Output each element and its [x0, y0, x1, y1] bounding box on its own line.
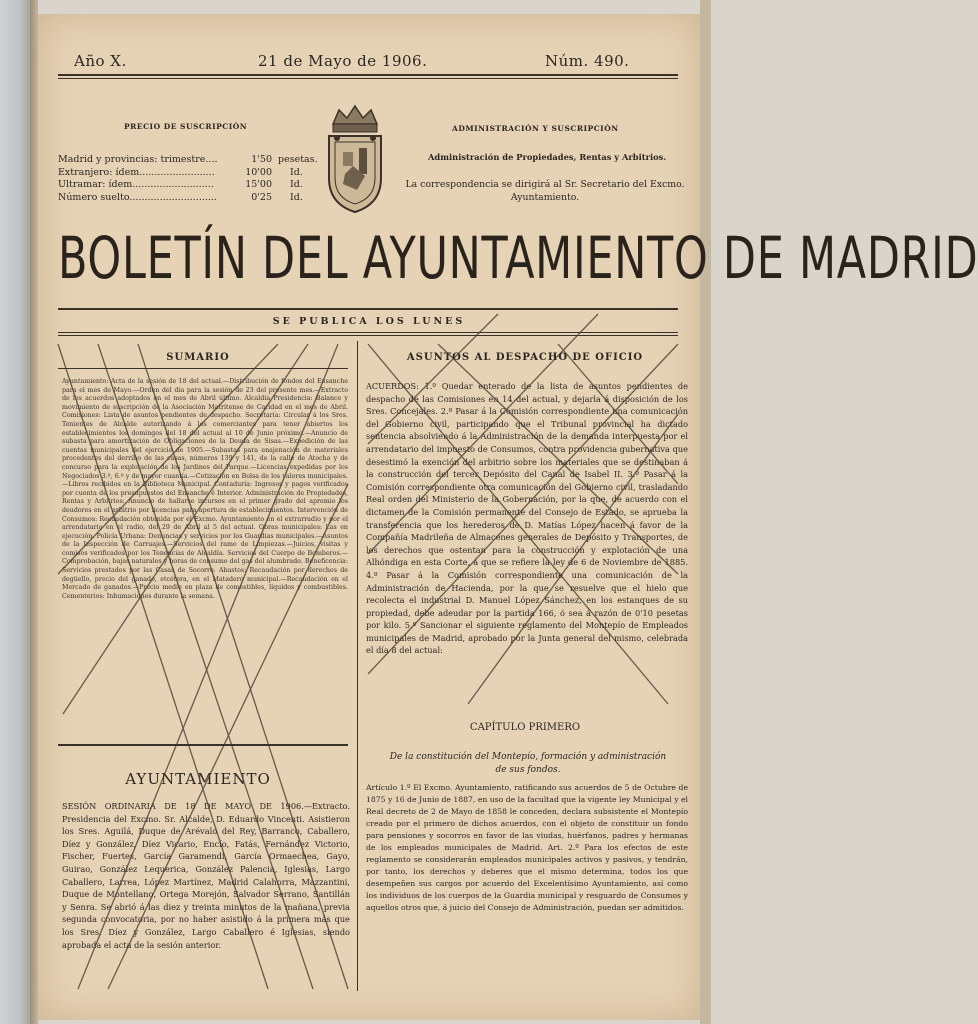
subscription-row: Extranjero: ídem......................... 10'00 Id.: [58, 166, 303, 178]
cancellation-marks: [38, 14, 700, 1020]
newspaper-page: [38, 14, 978, 1020]
sumario-title: SUMARIO: [166, 352, 230, 363]
capitulo-title: CAPÍTULO PRIMERO: [469, 722, 581, 733]
issue-number: Núm. 490.: [545, 52, 630, 70]
ayuntamiento-text: SESIÓN ORDINARIA DE 18 DE MAYO DE 1906.—Extracto. Presidencia del Excmo. Sr. Alcalde, D. Eduardo Vincenti. Asistieron los Sres. Aguilá, Duque de Arévalo del Rey, Barranco, Caballero, Díez y González, Díez Vicario, Encío, Fatás, Fernández Victorio, Fischer, Fuertes, García Garamendi, García Ormaechea, Gayo, Guirao, González Lequerica, González Palencia, Iglesias, Largo Caballero, Larrea, López Martínez, Madrid Calahorra, Mazzantini, Duque de Montellano, Ortega Morejón, Salvador Serrano, Santillán y Senra. Se abrió á las diez y treinta minutos de la mañana, previa segunda convocatoria, por no haber asistido á la primera más que los Sres. Díez y González, Largo Caballero é Iglesias, siendo aprobada el acta de la sesión anterior.: [62, 801, 350, 950]
subscription-row: Número suelto............................. 0'25 Id.: [58, 191, 303, 203]
subscription-row: Ultramar: ídem........................... 15'00 Id.: [58, 179, 303, 190]
masthead-title: BOLETÍN DEL AYUNTAMIENTO DE MADRID: [58, 224, 978, 292]
sumario-text: Ayuntamiento: Acta de la sesión de 18 del actual.—Distribución de fondos del Ensanche para el mes de Mayo.—Orden del día para la sesión de 23 del presente mes.—Extracto de los acuerdos adoptados en el mes de Abril último. Alcaldía Presidencia: Balance y movimiento de suscripción de la Asociación Matritense de Caridad en el mes de Abril. Comisiones: Lista de asuntos pendientes de despacho. Secretaría: Circular á los Sres. Tenientes de Alcalde autorizando á los comerciantes para tener abiertos los establecimientos los domingos del 18 del actual al 10 de Junio próximo.—Anuncio de subasta para amortización de Obligaciones de la Deuda de Sisas.—Expedición de las cuentas municipales del ejercicio de 1905.—Subastas para enajenación de materiales procedentes del derribo de las casas, números 139 y 141, de la calle de Atocha y de concurso para la explotación de los Jardines del Parque.—Licencias expedidas por los Negociados 3.º, 6.º y de mayor cuantía.—Cotización en Bolsa de los valores municipales.—Libros recibidos en la Biblioteca Municipal. Contaduría: Ingresos y pagos verificados por cuenta de los presupuestos del Ensanche é Interior. Administración de Propiedades, Rentas y Arbitrios: Anuncio de hallarse incursos en el primer grado del apremio los deudores en el arbitrio por licencias para apertura de establecimientos. Intervención de Consumos: Recaudación obtenida por el Excmo. Ayuntamiento en el extrarradio y por el arrendatario en el radio, del 29 de Abril al 5 del actual. Obras municipales: Las en ejecución. Policía Urbana: Denuncias y servicios por los Guardias municipales.—Asuntos de la Inspección de Carruajes.—Servicios del ramo de Limpiezas.—Juicios, visitas y comisos verificados por los Tenencias de Alcaldía. Servicios del Cuerpo de Bomberos.—Comprobación, bajas naturales y horas de consumo del gas del alumbrado. Beneficencia: Servicios prestados por las Casas de Socorro. Abastos: Recaudación por derechos de degüello, precio del ganado, etcétera, en el Matadero municipal.—Recaudación en el Mercado de ganados.—Precio medio en plaza de comestibles, líquidos y combustibles. Cementerios: Inhumaciones durante la semana.: [62, 378, 348, 600]
ayuntamiento-title: AYUNTAMIENTO: [125, 770, 271, 788]
date-label: 21 de Mayo de 1906.: [258, 52, 428, 70]
right-edge: [700, 0, 711, 1024]
subscription-row: Madrid y provincias: trimestre.... 1'50 pesetas.: [58, 154, 318, 165]
administration-note: La correspondencia se dirigirá al Sr. Secretario del Excmo. Ayuntamiento.: [405, 179, 685, 203]
asuntos-title: ASUNTOS AL DESPACHO DE OFICIO: [406, 352, 644, 363]
tagline: SE PUBLICA LOS LUNES: [272, 316, 466, 327]
subscription-title: PRECIO DE SUSCRIPCIÓN: [124, 122, 248, 131]
capitulo-subtitle: De la constitución del Montepío, formación y administración de sus fondos.: [389, 752, 667, 775]
capitulo-text: Artículo 1.º El Excmo. Ayuntamiento, ratificando sus acuerdos de 5 de Octubre de 1875 y 16 de Junio de 1887, en uso de la facultad que la vigente ley Municipal y el Real decreto de 2 de Mayo de 1858 le conceden, declara subsistente el Montepío creado por el primero de dichos acuerdos, con el objeto de constituir un fondo para pensiones y socorros en favor de las viudas, huérfanos, padres y hermanas de los empleados municipales de Madrid. Art. 2.º Para los efectos de este reglamento se considerarán empleados municipales activos y pasivos, y tendrán, por tanto, los derechos y deberes que el mismo determina, todos los que desempeñen sus cargos por acuerdo del Excelentísimo Ayuntamiento, así como los individuos de los cuerpos de la Guardia municipal y resguardo de Consumos y aquellos otros que, á juicio del Consejo de Administración, puedan ser admitidos.: [366, 783, 688, 912]
administration-subtitle: Administración de Propiedades, Rentas y Arbitrios.: [428, 152, 667, 162]
asuntos-text: ACUERDOS: 1.º Quedar enterado de la lista de asuntos pendientes de despacho de las Comisiones en 14 del actual, y dejarla á disposición de los Sres. Concejales. 2.º Pasar á la Comisión correspondiente una comunicación del Gobierno civil, participando que el Tribunal provincial ha dictado sentencia absolviendo á la Administración de la demanda interpuesta por el arrendatario del impuesto de Consumos, contra providencia gubernativa que desestimó la exención del arbitrio sobre los materiales que se destinaban á la construcción del tercer Depósito del Canal de Isabel II. 3.º Pasar á la Comisión correspondiente otra comunicación del Gobierno civil, trasladando Real orden del Ministerio de la Gobernación, por la que, de acuerdo con el dictamen de la Comisión permanente del Consejo de Estado, se aprueba la transferencia que los herederos de D. Matías López hacen á favor de la Compañía Madrileña de Almacenes generales de Depósito y Transportes, de los derechos que ostentan para la construcción y explotación de una Alhóndiga en esta Corte, á que se refiere la ley de 6 de Noviembre de 1885. 4.º Pasar á la Comisión correspondiente una comunicación de la Administración de Hacienda, por la que se resuelve que el hielo que recolecta el industrial D. Manuel López Sánchez, en los estanques de su propiedad, debe adeudar por la partida 166, ó sea á razón de 0'10 pesetas por kilo. 5.º Sancionar el siguiente reglamento del Montepío de Empleados municipales de Madrid, aprobado por la Junta general del mismo, celebrada el día 8 del actual:: [366, 381, 688, 656]
administration-title: ADMINISTRACIÓN Y SUSCRIPCIÓN: [452, 124, 619, 133]
page-shadow: [30, 0, 38, 1024]
binding-edge: [0, 0, 30, 1024]
year-label: Año X.: [74, 52, 127, 70]
